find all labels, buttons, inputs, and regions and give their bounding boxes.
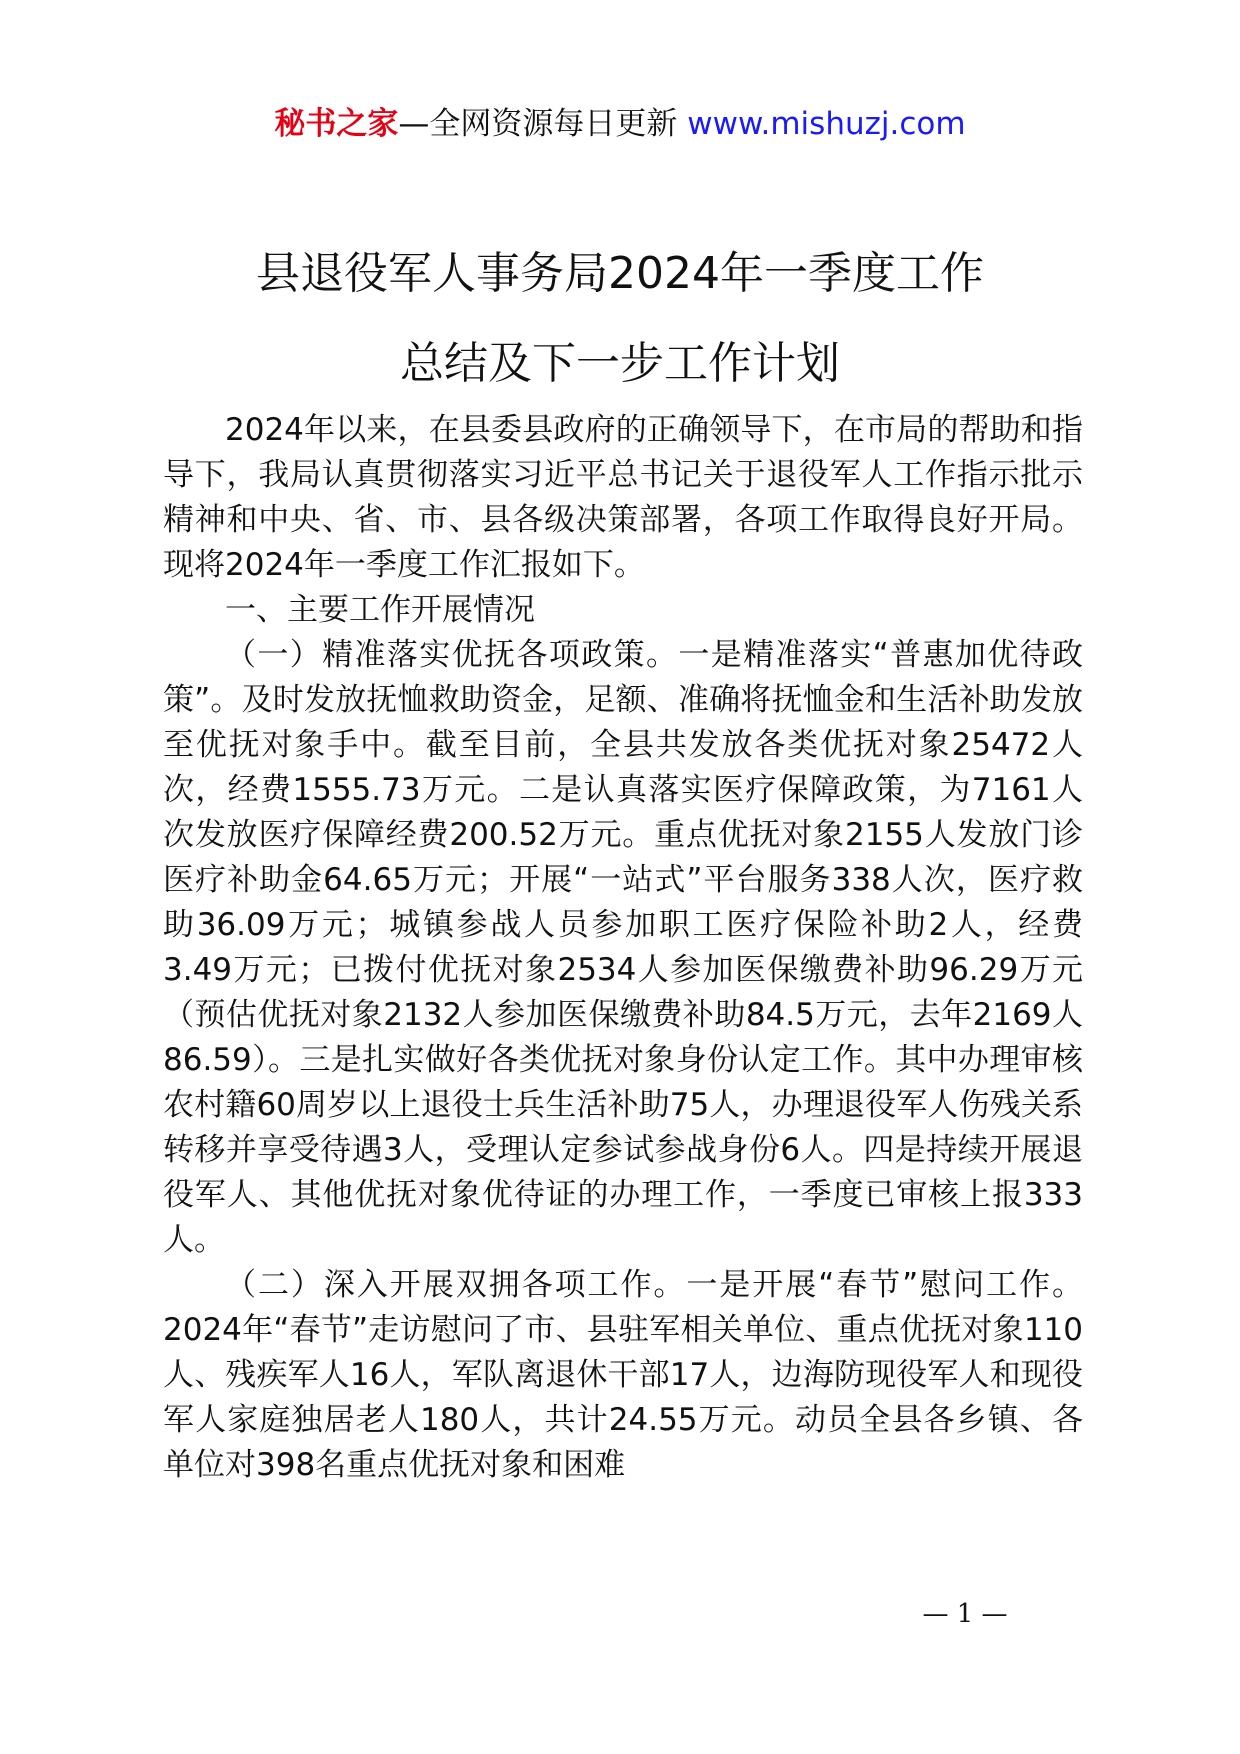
- body-paragraph: （一）精准落实优抚各项政策。一是精准落实“普惠加优待政策”。及时发放抚恤救助资金，足额、准确将抚恤金和生活补助发放至优抚对象手中。截至目前，全县共发放各类优抚对象25472人次，经费1555.73万元。二是认真落实医疗保障政策，为7161人次发放医疗保障经费200.52万元。重点优抚对象2155人发放门诊医疗补助金64.65万元；开展“一站式”平台服务338人次，医疗救助36.09万元；城镇参战人员参加职工医疗保险补助2人，经费3.49万元；已拨付优抚对象2534人参加医保缴费补助96.29万元（预估优抚对象2132人参加医保缴费补助84.5万元，去年2169人86.59）。三是扎实做好各类优抚对象身份认定工作。其中办理审核农村籍60周岁以上退役士兵生活补助75人，办理退役军人伤残关系转移并享受待遇3人，受理认定参试参战身份6人。四是持续开展退役军人、其他优抚对象优待证的办理工作，一季度已审核上报333人。: [163, 637, 1083, 1258]
- site-url-link[interactable]: www.mishuzj.com: [687, 106, 966, 142]
- site-slogan: —全网资源每日更新: [398, 106, 678, 142]
- document-body: [163, 408, 1083, 1488]
- document-title-line-1: 县退役军人事务局2024年一季度工作: [256, 248, 984, 299]
- site-brand: 秘书之家: [274, 106, 399, 142]
- section-heading: 一、主要工作开展情况: [225, 592, 535, 628]
- site-header: [0, 102, 1240, 146]
- document-title-line-2: 总结及下一步工作计划: [400, 338, 840, 389]
- page-number: — 1 —: [922, 1599, 1008, 1629]
- intro-paragraph: 2024年以来，在县委县政府的正确领导下，在市局的帮助和指导下，我局认真贯彻落实习近平总书记关于退役军人工作指示批示精神和中央、省、市、县各级决策部署，各项工作取得良好开局。现将2024年一季度工作汇报如下。: [163, 412, 1083, 583]
- body-paragraph: （二）深入开展双拥各项工作。一是开展“春节”慰问工作。2024年“春节”走访慰问了市、县驻军相关单位、重点优抚对象110人、残疾军人16人，军队离退休干部17人，边海防现役军人和现役军人家庭独居老人180人，共计24.55万元。动员全县各乡镇、各单位对398名重点优抚对象和困难: [163, 1267, 1083, 1483]
